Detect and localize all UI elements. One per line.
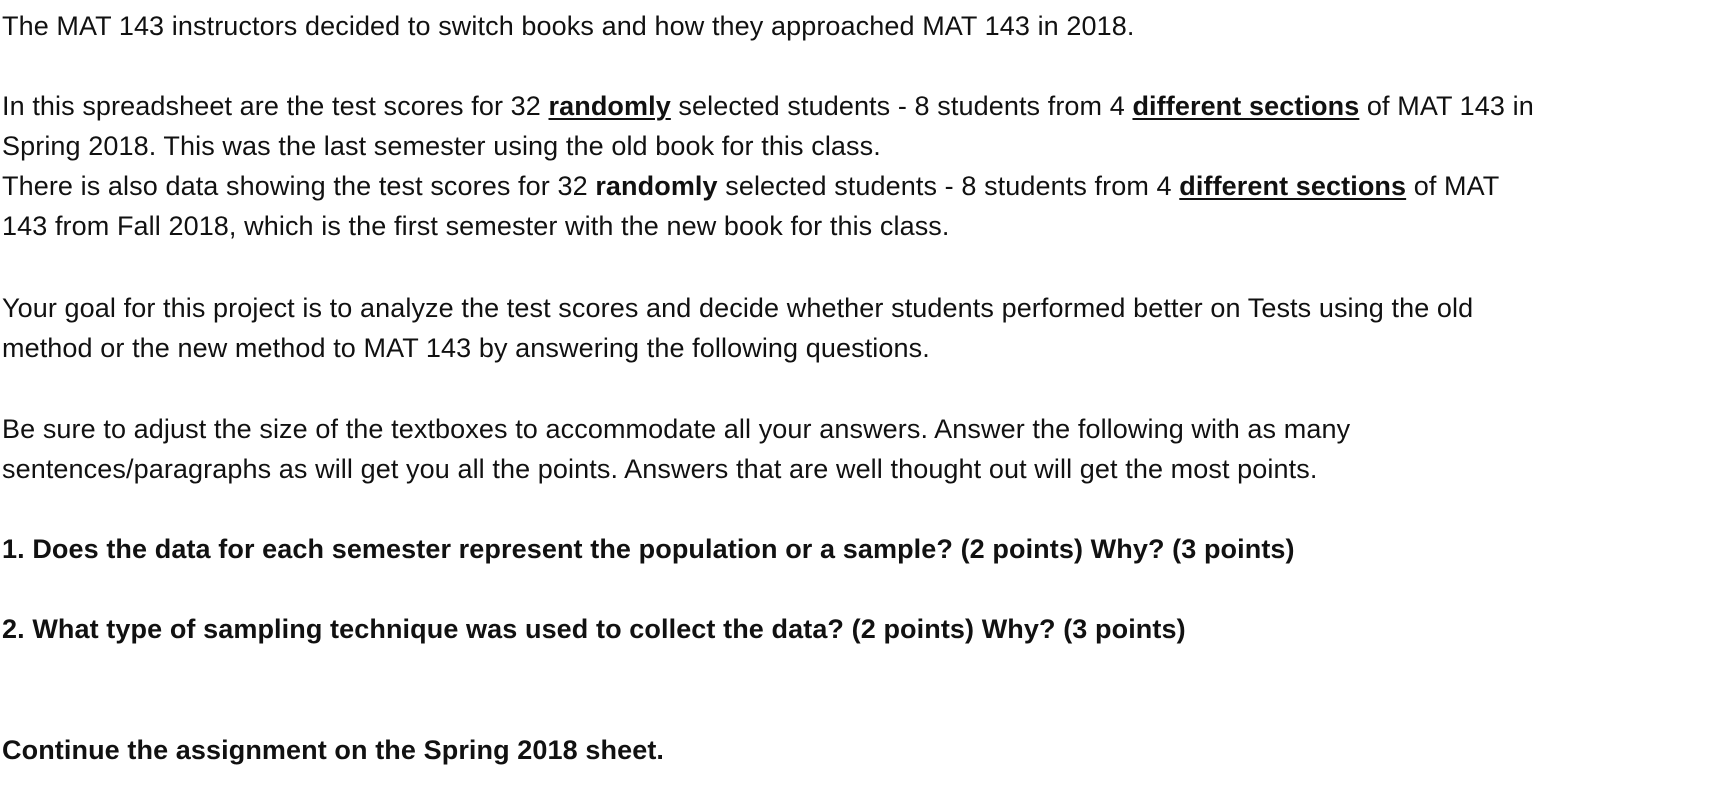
spring-suffix: of MAT 143 in [1359,91,1534,121]
fall-middle: selected students - 8 students from 4 [717,171,1180,201]
spring-middle: selected students - 8 students from 4 [670,91,1133,121]
spring-different-sections-emphasis: different sections [1132,91,1360,121]
instructions-paragraph-line-1: Be sure to adjust the size of the textboxes to accommodate all your answers. Answer the following with as many [2,414,1351,444]
fall-paragraph-line-1 [2,166,1499,206]
question-2: 2. What type of sampling technique was used to collect the data? (2 points) Why? (3 points) [2,614,1186,644]
fall-paragraph-line-2: 143 from Fall 2018, which is the first semester with the new book for this class. [2,211,950,241]
spring-randomly-emphasis: randomly [548,91,671,121]
goal-paragraph-line-1: Your goal for this project is to analyze the test scores and decide whether students performed better on Tests using the old [2,293,1474,323]
fall-different-sections-emphasis: different sections [1179,171,1407,201]
spring-paragraph-line-2: Spring 2018. This was the last semester using the old book for this class. [2,131,881,161]
spring-prefix: In this spreadsheet are the test scores for 32 [2,91,549,121]
spring-paragraph-line-1 [2,86,1534,126]
goal-paragraph-line-2: method or the new method to MAT 143 by answering the following questions. [2,333,930,363]
fall-randomly-emphasis: randomly [595,171,718,201]
question-1: 1. Does the data for each semester represent the population or a sample? (2 points) Why? (3 points) [2,534,1295,564]
intro-line: The MAT 143 instructors decided to switch books and how they approached MAT 143 in 2018. [2,11,1135,41]
fall-suffix: of MAT [1406,171,1500,201]
instructions-paragraph-line-2: sentences/paragraphs as will get you all the points. Answers that are well thought out will get the most points. [2,454,1318,484]
closing-instruction: Continue the assignment on the Spring 2018 sheet. [2,735,665,765]
fall-prefix: There is also data showing the test scores for 32 [2,171,596,201]
